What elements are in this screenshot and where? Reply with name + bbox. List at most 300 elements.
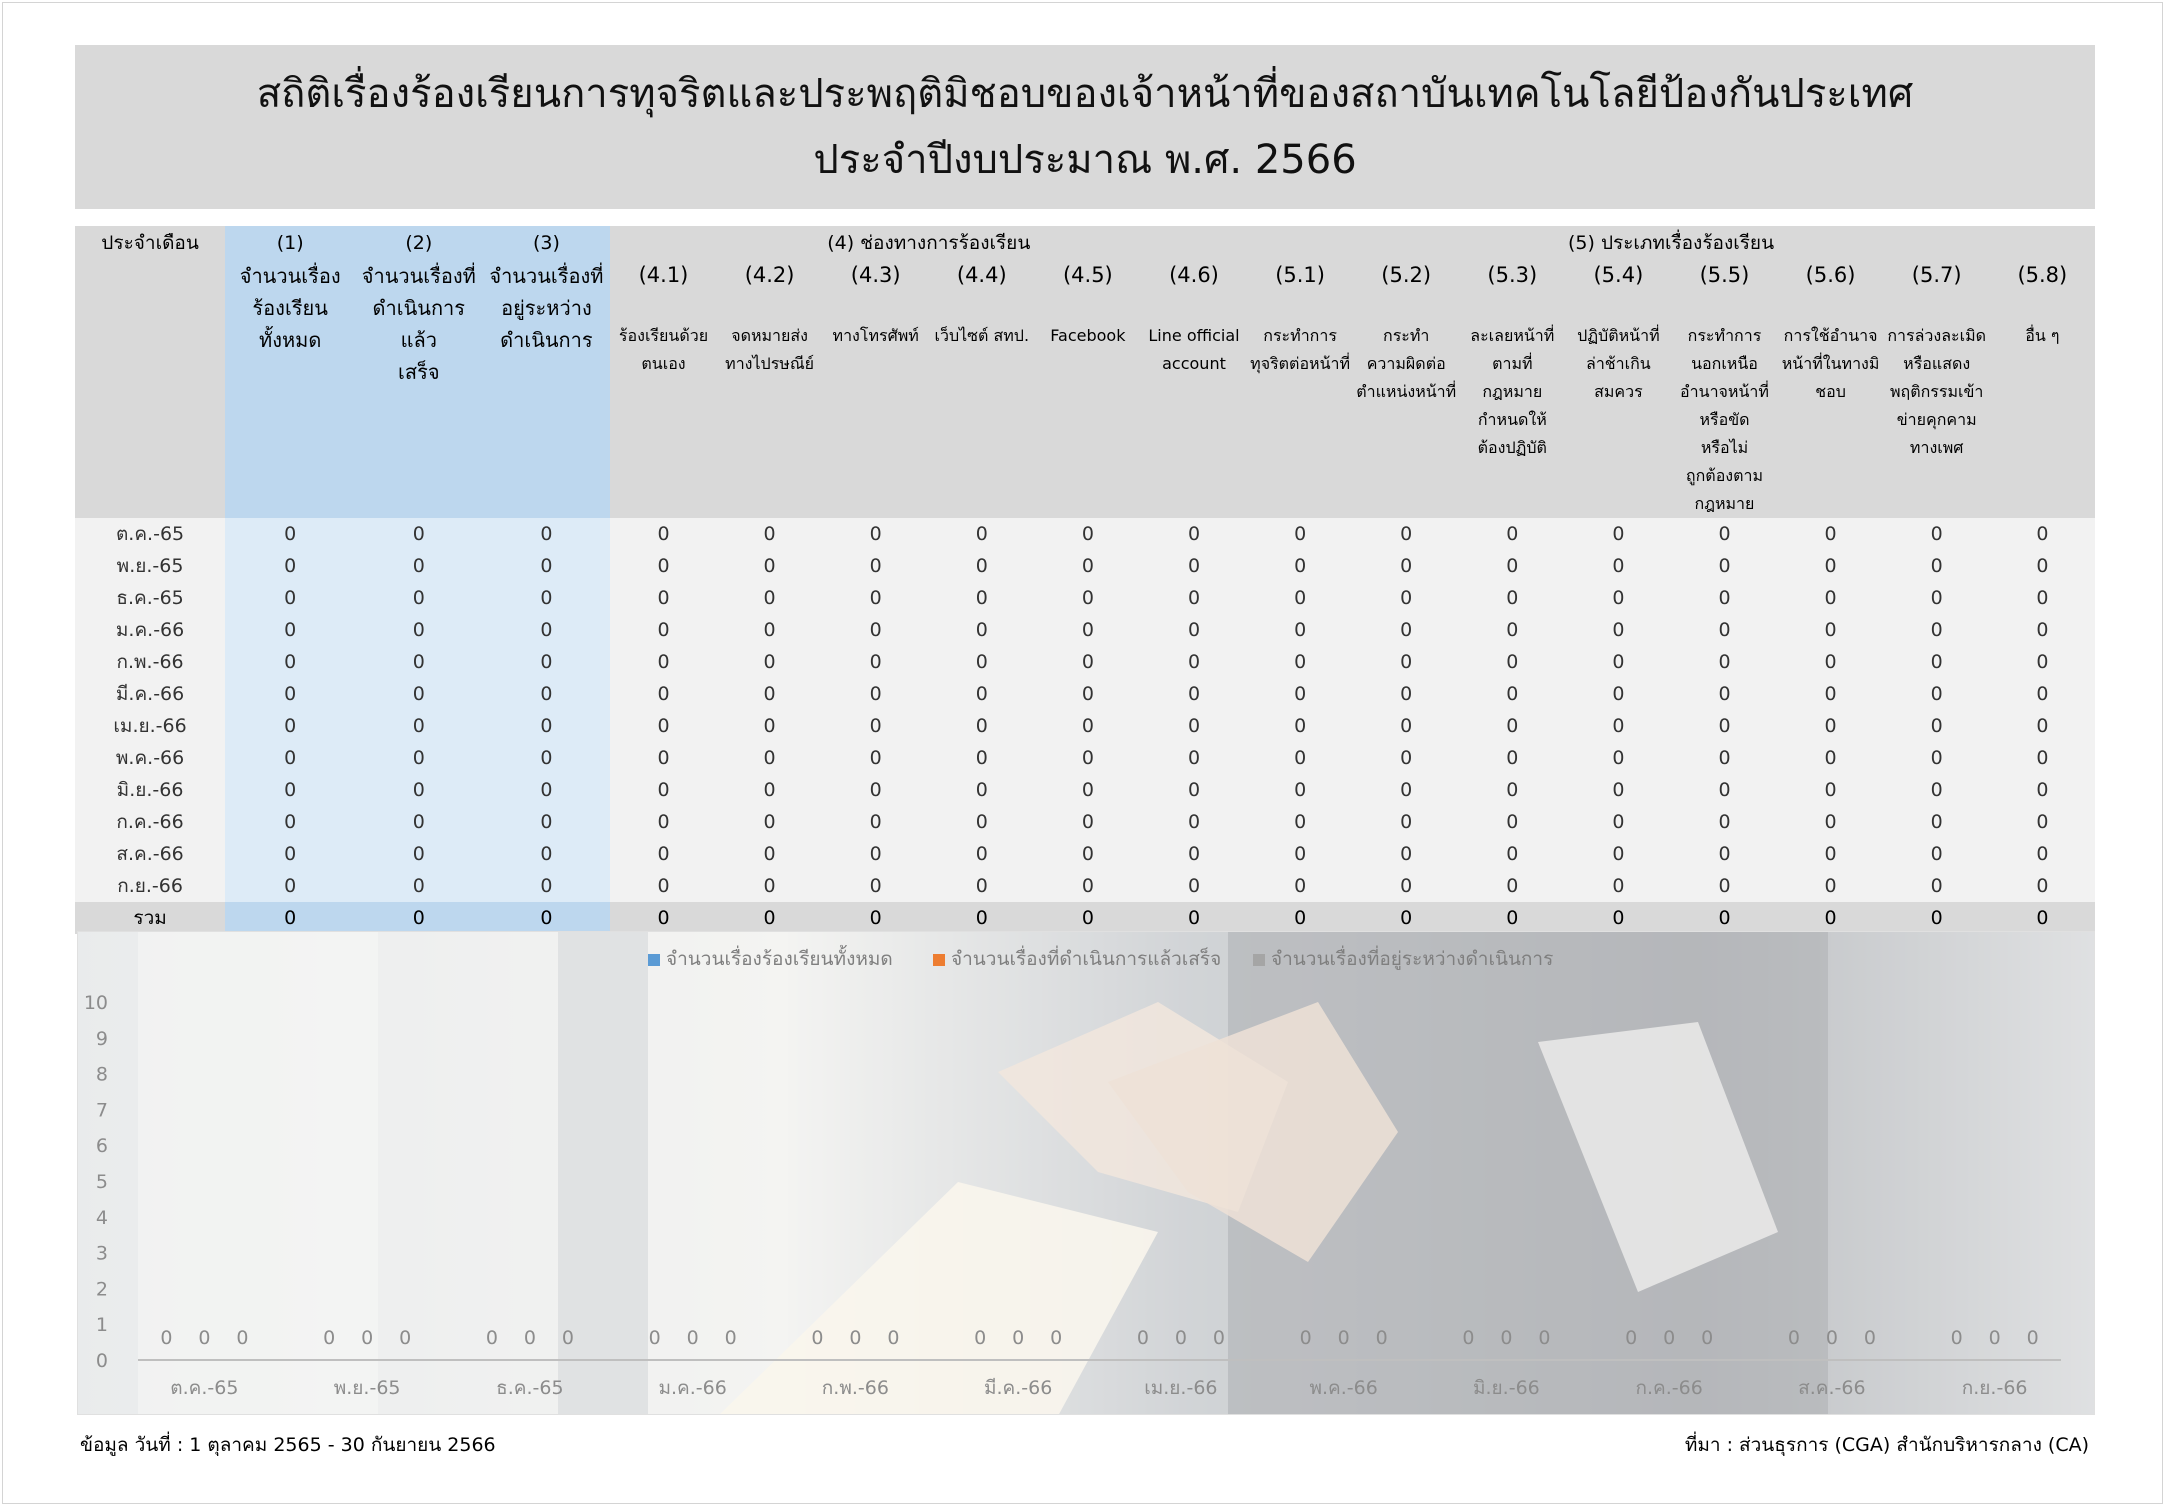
column-label-line: ดำเนินการ [500,328,593,352]
value-cell: 0 [1141,774,1247,806]
value-cell: 0 [1671,646,1777,678]
data-label: 0 [160,1327,173,1349]
data-label: 0 [361,1327,374,1349]
value-cell: 0 [1671,742,1777,774]
data-label: 0 [1462,1327,1475,1349]
value-cell: 0 [1671,838,1777,870]
total-value-cell: 0 [1990,902,2095,934]
value-cell: 0 [610,582,716,614]
data-label: 0 [1538,1327,1551,1349]
value-cell: 0 [355,646,482,678]
data-label: 0 [849,1327,862,1349]
value-cell: 0 [1035,774,1141,806]
value-cell: 0 [1141,838,1247,870]
value-cell: 0 [1565,678,1671,710]
column-label-line: กฎหมาย [1482,382,1543,401]
value-cell: 0 [225,678,355,710]
value-cell: 0 [225,646,355,678]
value-cell: 0 [1247,870,1353,902]
value-cell: 0 [1247,710,1353,742]
value-cell: 0 [1353,614,1459,646]
column-label [482,260,610,518]
value-cell: 0 [929,838,1035,870]
column-label-line: Facebook [1050,326,1126,345]
value-cell: 0 [1671,710,1777,742]
data-label: 0 [561,1327,574,1349]
value-cell: 0 [355,678,482,710]
value-cell: 0 [1035,646,1141,678]
month-cell: พ.ค.-66 [75,742,225,774]
value-cell: 0 [823,550,929,582]
legend-swatch [1253,954,1265,966]
total-value-cell: 0 [355,902,482,934]
value-cell: 0 [1990,518,2095,550]
total-value-cell: 0 [1141,902,1247,934]
value-cell: 0 [929,646,1035,678]
column-label-line: เสร็จ [398,360,440,384]
data-label: 0 [1701,1327,1714,1349]
value-cell: 0 [1778,838,1884,870]
report-title-banner [75,45,2095,209]
value-cell: 0 [1247,806,1353,838]
column-label-line: ทางไปรษณีย์ [725,354,815,373]
column-label-line: ร้องเรียนด้วย [618,326,709,345]
value-cell: 0 [823,870,929,902]
value-cell: 0 [1247,678,1353,710]
value-cell: 0 [482,614,610,646]
value-cell: 0 [1884,678,1990,710]
value-cell: 0 [482,646,610,678]
value-cell: 0 [225,614,355,646]
value-cell: 0 [225,774,355,806]
column-label-line: จำนวนเรื่อง [239,264,341,288]
column-label-line: ปฏิบัติหน้าที่ [1577,326,1660,345]
column-code: (5.1) [1247,260,1353,322]
value-cell: 0 [823,518,929,550]
column-label-line: ทุจริตต่อหน้าที่ [1250,354,1351,373]
value-cell: 0 [355,550,482,582]
value-cell: 0 [717,774,823,806]
value-cell: 0 [823,678,929,710]
y-tick-label: 3 [95,1242,108,1265]
data-label: 0 [1663,1327,1676,1349]
column-label-line: อยู่ระหว่าง [501,296,592,320]
value-cell: 0 [1778,582,1884,614]
value-cell: 0 [1035,614,1141,646]
y-tick-label: 1 [95,1314,108,1337]
value-cell: 0 [225,550,355,582]
x-tick-label: ม.ค.-66 [658,1377,727,1399]
column-code: (5.6) [1778,260,1884,322]
value-cell: 0 [823,742,929,774]
column-label-line: กระทำ [1383,326,1430,345]
value-cell: 0 [823,582,929,614]
month-cell: มิ.ย.-66 [75,774,225,806]
value-cell: 0 [1778,646,1884,678]
value-cell: 0 [1990,870,2095,902]
column-label-line: หรือขัด [1699,410,1750,429]
value-cell: 0 [1990,774,2095,806]
data-label: 0 [1337,1327,1350,1349]
value-cell: 0 [1565,646,1671,678]
value-cell: 0 [1671,582,1777,614]
column-label-line: ร้องเรียน [252,296,328,320]
x-tick-label: พ.ค.-66 [1309,1377,1378,1399]
data-label: 0 [686,1327,699,1349]
column-label-line: ตามที่ [1492,354,1533,373]
column-label [1141,322,1247,518]
value-cell: 0 [823,710,929,742]
value-cell: 0 [1565,582,1671,614]
column-label [610,322,716,518]
data-label: 0 [1212,1327,1225,1349]
value-cell: 0 [1247,774,1353,806]
total-value-cell: 0 [482,902,610,934]
value-cell: 0 [929,518,1035,550]
value-cell: 0 [1247,838,1353,870]
value-cell: 0 [355,774,482,806]
value-cell: 0 [1671,774,1777,806]
month-cell: เม.ย.-66 [75,710,225,742]
total-value-cell: 0 [1671,902,1777,934]
chart-panel [77,931,2095,1415]
value-cell: 0 [1035,710,1141,742]
value-cell: 0 [1884,710,1990,742]
group-header-types: (5) ประเภทเรื่องร้องเรียน [1247,226,2095,260]
data-label: 0 [1050,1327,1063,1349]
value-cell: 0 [1353,710,1459,742]
value-cell: 0 [1247,742,1353,774]
value-cell: 0 [1035,518,1141,550]
month-cell: พ.ย.-65 [75,550,225,582]
month-cell: ก.พ.-66 [75,646,225,678]
value-cell: 0 [717,518,823,550]
total-value-cell: 0 [1778,902,1884,934]
group-header-channels: (4) ช่องทางการร้องเรียน [610,226,1247,260]
y-tick-label: 10 [83,992,108,1014]
column-label-line: เว็บไซต์ สทป. [934,326,1030,345]
column-label-line: พฤติกรรมเข้า [1889,382,1984,401]
column-label-line: หรือไม่ [1700,438,1749,457]
value-cell: 0 [1565,806,1671,838]
data-label: 0 [399,1327,412,1349]
value-cell: 0 [717,550,823,582]
column-label-line: ตนเอง [641,354,686,373]
value-cell: 0 [1565,550,1671,582]
x-tick-label: มี.ค.-66 [983,1377,1053,1399]
report-title: สถิติเรื่องร้องเรียนการทุจริตและประพฤติมิชอบของเจ้าหน้าที่ของสถาบันเทคโนโลยีป้องกันประเทศ [256,71,1914,117]
column-label-line: ดำเนินการแล้ว [372,296,466,352]
value-cell: 0 [1778,550,1884,582]
legend-label: จำนวนเรื่องที่อยู่ระหว่างดำเนินการ [1271,948,1554,970]
month-cell: ม.ค.-66 [75,614,225,646]
table-row [75,774,2095,806]
column-label-line: ตำแหน่งหน้าที่ [1356,382,1457,401]
value-cell: 0 [717,710,823,742]
value-cell: 0 [482,710,610,742]
value-cell: 0 [355,870,482,902]
value-cell: 0 [1353,550,1459,582]
data-label: 0 [1625,1327,1638,1349]
value-cell: 0 [1353,646,1459,678]
value-cell: 0 [610,518,716,550]
column-label-line: ต้องปฏิบัติ [1477,438,1547,457]
data-label: 0 [648,1327,661,1349]
y-tick-label: 9 [95,1027,108,1050]
table-row [75,518,2095,550]
column-label-line: การล่วงละเมิด [1887,326,1986,345]
column-code: (2) [355,226,482,260]
value-cell: 0 [1671,550,1777,582]
total-value-cell: 0 [929,902,1035,934]
value-cell: 0 [482,678,610,710]
value-cell: 0 [610,710,716,742]
legend-swatch [933,954,945,966]
value-cell: 0 [610,742,716,774]
value-cell: 0 [610,806,716,838]
month-cell: ก.ค.-66 [75,806,225,838]
value-cell: 0 [1671,518,1777,550]
value-cell: 0 [1990,646,2095,678]
data-label: 0 [198,1327,211,1349]
statistics-table [75,226,2095,934]
value-cell: 0 [355,806,482,838]
column-code: (4.1) [610,260,716,322]
value-cell: 0 [1353,774,1459,806]
column-code: (5.3) [1459,260,1565,322]
value-cell: 0 [355,838,482,870]
value-cell: 0 [1565,870,1671,902]
value-cell: 0 [1247,614,1353,646]
column-label [1459,322,1565,518]
value-cell: 0 [1247,550,1353,582]
total-value-cell: 0 [1353,902,1459,934]
month-cell: มี.ค.-66 [75,678,225,710]
y-tick-label: 2 [95,1278,108,1301]
legend-label: จำนวนเรื่องที่ดำเนินการแล้วเสร็จ [951,948,1222,970]
column-label-line: Line official [1148,326,1240,345]
value-cell: 0 [1247,582,1353,614]
value-cell: 0 [1671,614,1777,646]
value-cell: 0 [1353,518,1459,550]
value-cell: 0 [1884,550,1990,582]
value-cell: 0 [1141,806,1247,838]
total-value-cell: 0 [225,902,355,934]
total-row [75,902,2095,934]
column-label [717,322,823,518]
value-cell: 0 [1035,742,1141,774]
data-label: 0 [1988,1327,2001,1349]
data-label: 0 [1136,1327,1149,1349]
value-cell: 0 [482,582,610,614]
value-cell: 0 [1884,646,1990,678]
data-label: 0 [2026,1327,2039,1349]
value-cell: 0 [482,870,610,902]
data-label: 0 [485,1327,498,1349]
data-label: 0 [1299,1327,1312,1349]
table-row [75,838,2095,870]
value-cell: 0 [929,870,1035,902]
y-tick-label: 0 [95,1350,108,1372]
value-cell: 0 [1565,742,1671,774]
value-cell: 0 [1671,806,1777,838]
data-label: 0 [1174,1327,1187,1349]
value-cell: 0 [610,838,716,870]
value-cell: 0 [610,678,716,710]
column-code: (5.4) [1565,260,1671,322]
value-cell: 0 [1990,806,2095,838]
month-cell: ก.ย.-66 [75,870,225,902]
data-source: ที่มา : ส่วนธุรการ (CGA) สำนักบริหารกลาง (CA) [1684,1434,2089,1456]
column-label [1671,322,1777,518]
value-cell: 0 [1459,678,1565,710]
value-cell: 0 [1459,870,1565,902]
value-cell: 0 [1459,806,1565,838]
value-cell: 0 [929,582,1035,614]
value-cell: 0 [1247,646,1353,678]
report-subtitle: ประจำปีงบประมาณ พ.ศ. 2566 [813,137,1357,183]
value-cell: 0 [225,582,355,614]
column-code: (3) [482,226,610,260]
bar-chart [78,932,2095,1415]
column-label-line: อื่น ๆ [2025,326,2060,345]
value-cell: 0 [1884,870,1990,902]
value-cell: 0 [929,774,1035,806]
data-label: 0 [236,1327,249,1349]
column-label [355,260,482,518]
table-row [75,710,2095,742]
total-value-cell: 0 [1035,902,1141,934]
value-cell: 0 [1141,742,1247,774]
total-value-cell: 0 [1247,902,1353,934]
column-label-line: ละเลยหน้าที่ [1470,326,1555,345]
data-label: 0 [323,1327,336,1349]
data-date-range: ข้อมูล วันที่ : 1 ตุลาคม 2565 - 30 กันยายน 2566 [80,1434,496,1456]
value-cell: 0 [1035,806,1141,838]
column-label-line: หรือแสดง [1903,354,1971,373]
value-cell: 0 [482,550,610,582]
value-cell: 0 [610,550,716,582]
data-label: 0 [1863,1327,1876,1349]
total-value-cell: 0 [1565,902,1671,934]
table-row [75,742,2095,774]
value-cell: 0 [1459,646,1565,678]
value-cell: 0 [1884,774,1990,806]
value-cell: 0 [225,742,355,774]
value-cell: 0 [929,678,1035,710]
value-cell: 0 [225,870,355,902]
data-label: 0 [724,1327,737,1349]
value-cell: 0 [1353,838,1459,870]
value-cell: 0 [1990,742,2095,774]
x-tick-label: ก.ค.-66 [1635,1377,1703,1399]
column-code: (5.2) [1353,260,1459,322]
value-cell: 0 [355,614,482,646]
value-cell: 0 [482,806,610,838]
data-label: 0 [1012,1327,1025,1349]
value-cell: 0 [717,646,823,678]
column-code: (4.2) [717,260,823,322]
table-row [75,582,2095,614]
value-cell: 0 [929,742,1035,774]
data-label: 0 [811,1327,824,1349]
y-tick-label: 4 [95,1206,108,1229]
value-cell: 0 [1671,678,1777,710]
value-cell: 0 [1884,806,1990,838]
total-value-cell: 0 [1459,902,1565,934]
value-cell: 0 [1990,582,2095,614]
value-cell: 0 [355,518,482,550]
value-cell: 0 [823,806,929,838]
value-cell: 0 [1459,838,1565,870]
table-row [75,550,2095,582]
value-cell: 0 [355,582,482,614]
column-code: (5.7) [1884,260,1990,322]
value-cell: 0 [1884,582,1990,614]
value-cell: 0 [355,742,482,774]
x-tick-label: เม.ย.-66 [1144,1377,1218,1399]
column-label [1565,322,1671,518]
data-label: 0 [887,1327,900,1349]
column-label-line: จดหมายส่ง [731,326,808,345]
y-tick-label: 7 [95,1099,108,1122]
month-cell: ธ.ค.-65 [75,582,225,614]
value-cell: 0 [1990,614,2095,646]
column-label-line: ถูกต้องตาม [1685,466,1764,485]
value-cell: 0 [1884,518,1990,550]
data-label: 0 [1500,1327,1513,1349]
month-cell: ส.ค.-66 [75,838,225,870]
total-label: รวม [75,902,225,934]
column-label [225,260,355,518]
table-row [75,870,2095,902]
column-label-line: ข่ายคุกคาม [1896,410,1977,429]
value-cell: 0 [1565,710,1671,742]
value-cell: 0 [1459,774,1565,806]
month-column-header: ประจำเดือน [75,226,225,518]
value-cell: 0 [1778,806,1884,838]
value-cell: 0 [717,678,823,710]
x-tick-label: ต.ค.-65 [170,1377,239,1399]
value-cell: 0 [823,838,929,870]
value-cell: 0 [1141,870,1247,902]
value-cell: 0 [1990,678,2095,710]
value-cell: 0 [1459,742,1565,774]
column-label [1353,322,1459,518]
value-cell: 0 [482,838,610,870]
value-cell: 0 [1565,838,1671,870]
value-cell: 0 [929,710,1035,742]
value-cell: 0 [1035,870,1141,902]
column-label [823,322,929,518]
x-tick-label: ก.พ.-66 [821,1377,889,1399]
value-cell: 0 [1459,550,1565,582]
y-tick-label: 8 [95,1063,108,1086]
value-cell: 0 [225,710,355,742]
value-cell: 0 [1035,838,1141,870]
column-code: (4.5) [1035,260,1141,322]
x-tick-label: ธ.ค.-65 [496,1377,564,1399]
value-cell: 0 [929,614,1035,646]
value-cell: 0 [1565,614,1671,646]
value-cell: 0 [823,646,929,678]
value-cell: 0 [1459,710,1565,742]
column-label-line: จำนวนเรื่องที่ [489,264,604,288]
value-cell: 0 [610,614,716,646]
y-tick-label: 5 [95,1171,108,1193]
value-cell: 0 [1035,678,1141,710]
value-cell: 0 [1459,582,1565,614]
